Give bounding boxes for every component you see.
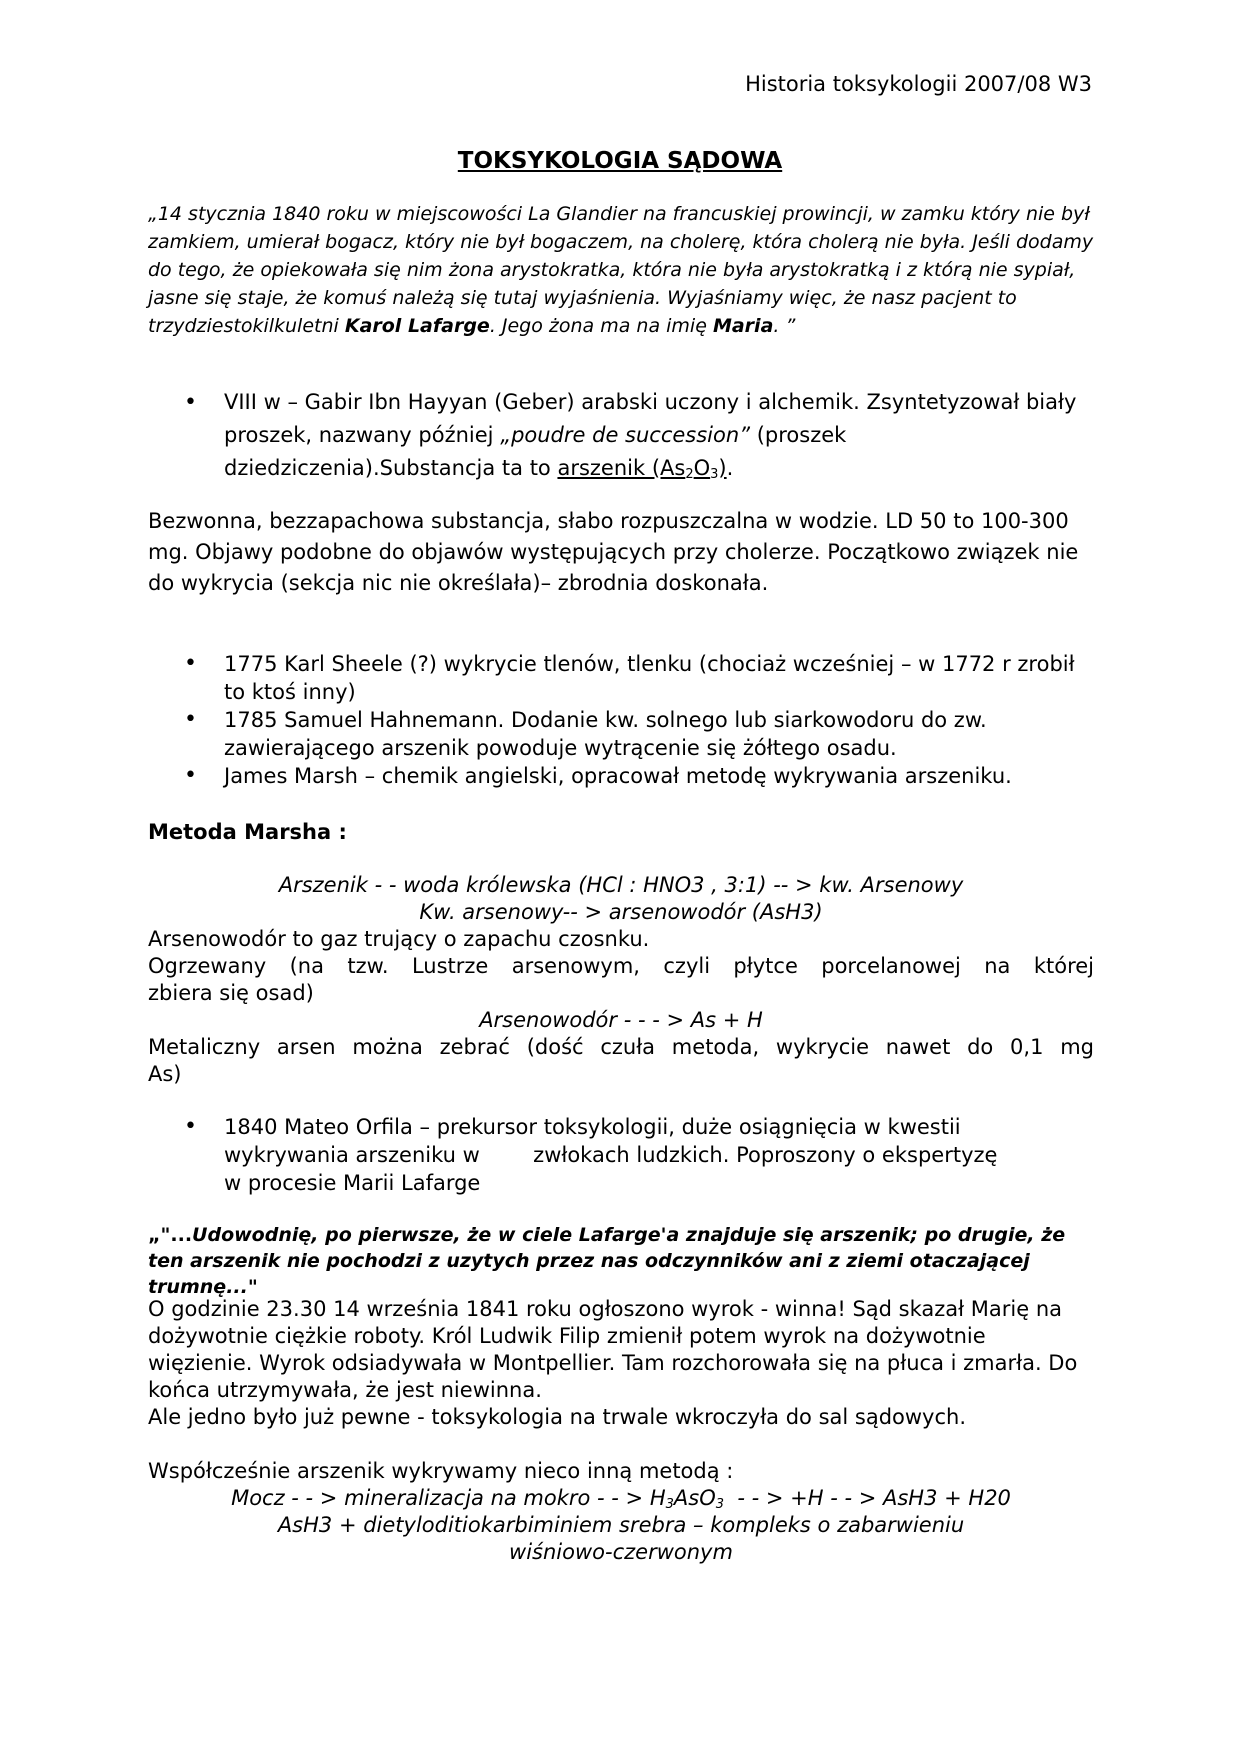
- intro-name-karol: Karol Lafarge: [344, 315, 490, 337]
- equation-line: [148, 1485, 1094, 1512]
- page-header: Historia toksykologii 2007/08 W3: [745, 72, 1092, 96]
- equation-line: Kw. arsenowy-- > arsenowodór (AsH3): [419, 900, 823, 924]
- list-item: • James Marsh – chemik angielski, opracował metodę wykrywania arszeniku.: [148, 762, 1094, 790]
- orfila-quote: [148, 1222, 1094, 1300]
- document-title: TOKSYKOLOGIA SĄDOWA: [457, 148, 783, 174]
- bullet-line: 1840 Mateo Orfila – prekursor toksykologii, duże osiągnięcia w kwestii: [224, 1115, 961, 1139]
- text-line: Ogrzewany (na tzw. Lustrze arsenowym, czyli płytce porcelanowej na której: [148, 954, 1094, 978]
- list-item: • 1775 Karl Sheele (?) wykrycie tlenów, tlenku (chociaż wcześniej – w 1772 r zrobił to ktoś inny): [148, 650, 1094, 706]
- bullet-text: (proszek dziedziczenia).Substancja ta to: [224, 423, 847, 480]
- section-heading-marsh: Metoda Marsha :: [148, 820, 347, 844]
- equation-line: AsH3 + dietyloditiokarbiminiem srebra – kompleks o zabarwieniu: [277, 1513, 965, 1537]
- equation-part: Mocz - - > mineralizacja na mokro - - > H: [231, 1486, 666, 1510]
- equation-line: wiśniowo-czerwonym: [509, 1540, 733, 1564]
- formula-sub: 3: [710, 467, 719, 482]
- equation-part: - - > +H - - > AsH3 + H20: [724, 1486, 1011, 1510]
- bullet-list-geber: [148, 386, 1094, 485]
- text-line: zbiera się osad): [148, 981, 314, 1005]
- paragraph-verdict-last: Ale jedno było już pewne - toksykologia na trwale wkroczyła do sal sądowych.: [148, 1405, 967, 1429]
- intro-text-3: . ”: [773, 315, 796, 337]
- bullet-list-orfila: [148, 1113, 1094, 1197]
- formula-sub: 3: [715, 1497, 725, 1512]
- list-item: [148, 386, 1094, 485]
- text-line: As): [148, 1062, 182, 1086]
- bullet-line: wykrywania arszeniku w zwłokach ludzkich. Poproszony o ekspertyzę: [224, 1143, 998, 1167]
- intro-name-maria: Maria: [712, 315, 774, 337]
- list-item: • 1785 Samuel Hahnemann. Dodanie kw. solnego lub siarkowodoru do zw. zawierającego arszenik powoduje wytrącenie się żółtego osadu.: [148, 706, 1094, 762]
- formula-sub: 3: [665, 1497, 674, 1512]
- poudre-de-succession: „poudre de succession”: [500, 423, 751, 447]
- text-line: Metaliczny arsen można zebrać (dość czuła metoda, wykrycie nawet do 0,1 mg: [148, 1035, 1094, 1059]
- intro-text-1: „14 stycznia 1840 roku w miejscowości La Glandier na francuskiej prowincji, w zamku który nie był zamkiem, umierał bogacz, który nie był bogaczem, na cholerę, która cholerą nie była. Jeśli dodamy do tego, że opiekowała się nim żona arystokratka, która nie była arystokratką i z którą nie sypiał, jasne się staje, że komuś należą się tutaj wyjaśnienia. Wyjaśniamy więc, że nasz pacjent to trzydziestokilkuletni: [148, 203, 1094, 337]
- paragraph-verdict: O godzinie 23.30 14 września 1841 roku ogłoszono wyrok - winna! Sąd skazał Marię na dożywotnie ciężkie roboty. Król Ludwik Filip zmienił potem wyrok na dożywotnie więzienie. Wyrok odsiadywała w Montpellier. Tam rozchorowała się na płuca i zmarła. Do końca utrzymywała, że jest niewinna.: [148, 1297, 1078, 1402]
- paragraph-description: Bezwonna, bezzapachowa substancja, słabo rozpuszczalna w wodzie. LD 50 to 100-300 mg. Objawy podobne do objawów występujących przy cholerze. Początkowo związek nie do wykrycia (sekcja nic nie określała)– zbrodnia doskonała.: [148, 509, 1079, 595]
- bullet-list-history: [148, 650, 1094, 790]
- arsenic-formula: [557, 456, 726, 480]
- modern-method-intro: Współcześnie arszenik wykrywamy nieco inną metodą :: [148, 1459, 734, 1483]
- quote-lead: „"...: [148, 1224, 193, 1246]
- list-item: [148, 1113, 1094, 1197]
- quote-text: Udowodnię, po pierwsze, że w ciele Lafarge'a znajduje się arszenik; po drugie, że ten arszenik nie pochodzi z uzytych przez nas odczynników ani z ziemi otaczającej trumnę...": [148, 1224, 1066, 1298]
- bullet-line: w procesie Marii Lafarge: [224, 1171, 481, 1195]
- bullet-text: VIII w – Gabir Ibn Hayyan (Geber) arabski uczony i alchemik. Zsyntetyzował biały proszek, nazwany później: [224, 390, 1077, 447]
- formula-part: arszenik (As: [557, 456, 686, 480]
- bullet-text: .: [726, 456, 734, 480]
- text-line: Arsenowodór to gaz trujący o zapachu czosnku.: [148, 927, 650, 951]
- formula-part: ): [718, 456, 727, 480]
- intro-text-2: . Jego żona ma na imię: [489, 315, 713, 337]
- equation-line: Arszenik - - woda królewska (HCl : HNO3 , 3:1) -- > kw. Arsenowy: [278, 873, 964, 897]
- intro-quote: [148, 200, 1094, 340]
- equation-line: Arsenowodór - - - > As + H: [479, 1008, 763, 1032]
- formula-part: O: [693, 456, 711, 480]
- formula-sub: 2: [685, 467, 694, 482]
- equation-part: AsO: [673, 1486, 716, 1510]
